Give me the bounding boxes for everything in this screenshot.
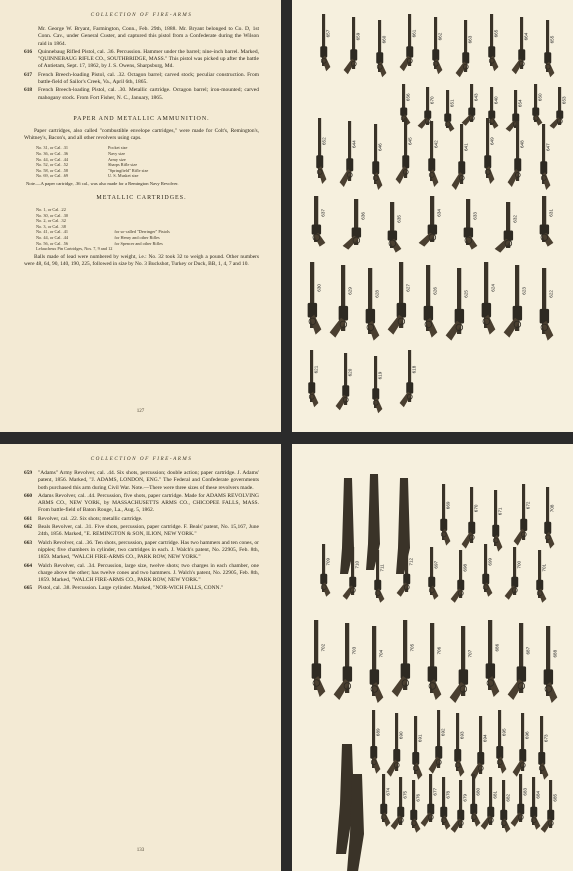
plate-number-label: 640 — [493, 96, 499, 105]
pistol-illustration — [464, 199, 478, 250]
caliber-cell: No. 41, or Cal. .41 — [36, 229, 68, 235]
plate-number-label: 643 — [473, 93, 479, 102]
plate-number-label: 674 — [385, 787, 391, 796]
plate-number-label: 649 — [489, 137, 495, 145]
plate-number-label: 619 — [377, 371, 383, 380]
pistol-illustration — [482, 262, 496, 335]
plate-number-label: 628 — [374, 290, 380, 298]
catalog-entry — [24, 72, 259, 87]
pistol-illustration — [486, 620, 500, 697]
plate-number-label: 691 — [417, 734, 423, 743]
plate-number-label: 657 — [325, 29, 331, 38]
use-cell: for so-called "Derringer" Pistols — [114, 229, 170, 235]
caliber-cell: No. 3, or Cal. .38 — [36, 223, 66, 229]
entry-number: 616 — [24, 48, 33, 55]
plate-number-label: 694 — [482, 734, 488, 743]
plate-number-label: 634 — [436, 209, 442, 217]
plate-number-label: 712 — [408, 557, 414, 566]
entry-number: 663 — [24, 539, 33, 546]
plate-number-label: 699 — [487, 557, 493, 566]
plate-number-label: 686 — [494, 643, 500, 652]
metallic-cartridge-table — [24, 207, 259, 252]
plate-number-label: 625 — [463, 290, 469, 298]
caliber-cell: No. 69, or Cal. .69 — [36, 173, 68, 179]
entry-number: 661 — [24, 515, 33, 522]
plate-number-label: 688 — [552, 649, 558, 658]
plate-number-label: 669 — [445, 501, 451, 510]
entry-number: 665 — [24, 585, 33, 592]
pistol-illustration — [432, 17, 442, 74]
plate-number-label: 637 — [320, 209, 326, 217]
pistol-illustration — [412, 716, 422, 780]
plate-number-label: 622 — [548, 290, 554, 298]
entry-number: 659 — [24, 470, 33, 476]
pistol-illustration — [370, 626, 384, 703]
plate-number-label: 671 — [497, 507, 503, 516]
plate-number-label: 652 — [321, 137, 327, 145]
catalog-page-133 — [0, 444, 281, 871]
use-cell: Pocket size — [108, 145, 128, 151]
plate-number-label: 687 — [525, 646, 531, 655]
entry-intro: Mr. George W. Bryant, Farmington, Conn., Feb. 29th, 1888. Mr. Bryant belonged to Co. D, 1st Conn. Cav., under General Custer, and captured this pistol from a Confederate during the Wilson raid in 1864. — [38, 26, 259, 47]
plate-number-label: 675 — [402, 790, 408, 799]
plate-number-label: 635 — [396, 215, 402, 223]
pistol-illustration — [344, 17, 358, 74]
pistol-illustration — [451, 780, 465, 833]
pistol-illustration — [396, 118, 410, 184]
entry-number: 617 — [24, 71, 33, 78]
running-head: COLLECTION OF FIRE-ARMS — [90, 12, 193, 18]
section-title-metallic-cartridges: METALLIC CARTRIDGES. — [96, 194, 187, 201]
plate-number-label: 670 — [429, 96, 435, 105]
plate-number-label: 706 — [436, 646, 442, 655]
plate-number-label: 697 — [433, 560, 439, 569]
pistol-illustration — [330, 265, 348, 338]
pistol-illustration — [500, 780, 510, 833]
plate-number-label: 645 — [407, 137, 413, 145]
firearms-plate-top — [292, 0, 573, 432]
caliber-cell: No. 2, or Cal. .32 — [36, 218, 66, 224]
plate-number-label: 648 — [519, 140, 525, 148]
pistol-illustration — [380, 774, 390, 827]
caliber-cell: No. 30, or Cal. .30 — [36, 212, 68, 218]
entry-number: 662 — [24, 524, 33, 531]
catalog-entry — [24, 585, 259, 592]
table-row — [24, 173, 259, 179]
plate-number-label: 653 — [561, 96, 567, 105]
plate-number-label: 624 — [490, 284, 496, 292]
caliber-cell: No. 36, or Cal. .36 — [36, 150, 68, 156]
catalog-page-127 — [0, 0, 281, 432]
plate-number-label: 705 — [409, 643, 415, 652]
caliber-cell: Lefaucheux Pin Cartridges, Nos. 7, 9 and 12 — [36, 246, 113, 252]
pistol-illustration — [541, 780, 555, 833]
use-cell — [112, 246, 259, 252]
plate-number-label: 623 — [521, 287, 527, 295]
pistol-illustration — [470, 774, 480, 827]
pistol-illustration — [376, 20, 386, 77]
plate-number-label: 651 — [449, 99, 455, 108]
caliber-cell: No. 1, or Cal. .22 — [36, 206, 66, 212]
plate-number-label: 642 — [433, 140, 439, 148]
pistol-illustration — [424, 265, 438, 338]
plate-number-label: 682 — [505, 793, 511, 802]
plate-number-label: 708 — [549, 504, 555, 513]
pistol-illustration — [504, 265, 522, 338]
pistol-illustration — [540, 124, 550, 190]
plate-number-label: 673 — [543, 734, 549, 743]
plate-number-label: 620 — [347, 368, 353, 377]
pistol-illustration — [532, 84, 542, 126]
catalog-entry — [24, 516, 259, 523]
pistol-illustration — [429, 710, 443, 774]
plate-number-label: 696 — [524, 731, 530, 740]
pistol-illustration — [508, 623, 526, 700]
plate-number-label: 655 — [549, 35, 555, 44]
pistol-illustration — [462, 84, 476, 126]
plate-number-label: 698 — [462, 563, 468, 572]
plate-number-label: 641 — [463, 143, 469, 151]
pistol-illustration — [512, 17, 526, 74]
plate-number-label: 663 — [467, 35, 473, 44]
pistol-illustration — [343, 199, 361, 250]
catalog-entry — [24, 49, 259, 71]
pistol-illustration — [316, 118, 326, 184]
pistol-illustration — [505, 547, 519, 600]
pistol-illustration — [446, 268, 464, 341]
pistol-illustration — [540, 268, 554, 341]
pistol-illustration — [450, 626, 468, 703]
plate-number-label: 695 — [501, 728, 507, 737]
pistol-illustration — [391, 777, 405, 830]
catalog-entry — [24, 540, 259, 562]
pistol-illustration — [511, 774, 525, 827]
running-head: COLLECTION OF FIRE-ARMS — [90, 456, 193, 462]
pistol-illustration — [419, 196, 437, 247]
plate-number-label: 626 — [432, 287, 438, 295]
pistol-illustration — [462, 487, 476, 549]
pistol-illustration — [530, 777, 540, 830]
plate-number-label: 632 — [512, 215, 518, 223]
catalog-entry — [24, 470, 259, 492]
entry-number: 618 — [24, 87, 33, 94]
paper-note: Note.—A paper cartridge, .36 cal., was also made for a Remington Navy Revolver. — [26, 180, 179, 186]
entry-text: Revolver, cal. .22. Six shots; metallic cartridge. — [38, 515, 143, 522]
pistol-illustration — [471, 716, 485, 780]
use-cell: "Springfield" Rifle size — [108, 167, 149, 173]
catalog-entry — [24, 493, 259, 515]
plate-number-label: 707 — [467, 649, 473, 658]
plate-number-label: 646 — [377, 143, 383, 151]
plate-number-label: 685 — [552, 793, 558, 802]
use-cell: Navy size — [108, 150, 126, 156]
plate-number-label: 647 — [545, 143, 551, 151]
pistol-illustration — [440, 777, 450, 830]
caliber-cell: No. 58, or Cal. .58 — [36, 167, 68, 173]
entry-text: French Breech-loading Pistol, cal. .32. Octagon barrel; carved stock; peculiar construction. From battle-field of Sailor's Creek, Va., April 6th, 1865. — [38, 71, 259, 86]
pistol-illustration — [451, 550, 465, 603]
plate-number-label: 664 — [523, 32, 529, 41]
pistol-illustration — [544, 487, 554, 549]
entry-number: 664 — [24, 562, 33, 569]
pistol-illustration — [550, 87, 564, 129]
plate-number-label: 709 — [325, 557, 331, 566]
use-cell: U. S. Musket size — [108, 173, 139, 179]
pistol-illustration — [482, 544, 492, 597]
pistol-illustration — [372, 124, 382, 190]
plate-number-label: 681 — [492, 790, 498, 799]
plate-number-label: 661 — [411, 29, 417, 38]
pistol-illustration — [481, 777, 495, 830]
pistol-illustration — [340, 121, 354, 187]
section-paragraph: Paper cartridges, also called "combustible envelope cartridges," were made for Colt's, Remington's, Whitney's, Bacon's, and all other revolvers using caps. — [24, 127, 259, 142]
plate-number-label: 672 — [525, 501, 531, 510]
pistol-illustration — [536, 550, 546, 603]
pistol-illustration — [410, 780, 420, 833]
pistol-illustration — [366, 268, 380, 341]
pistol-illustration — [454, 713, 464, 777]
plate-number-label: 618 — [411, 365, 417, 374]
plate-number-label: 654 — [517, 99, 523, 108]
table-row — [24, 246, 259, 252]
use-cell: for Spencer and other Rifles — [114, 240, 163, 246]
plate-number-label: 703 — [351, 646, 357, 655]
plate-number-label: 711 — [379, 564, 385, 572]
entry-text: Pistol, cal. .38. Percussion. Large cylinder. Marked, "NOR-WICH FALLS, CONN." — [38, 585, 224, 592]
plate-number-label: 656 — [405, 93, 411, 102]
pistol-illustration — [484, 118, 494, 184]
plate-number-label: 679 — [462, 793, 468, 802]
pistol-illustration — [444, 90, 454, 132]
pistol-illustration — [418, 87, 432, 129]
plate-number-label: 702 — [320, 643, 326, 652]
section-title-paper-ammunition: PAPER AND METALLIC AMMUNITION. — [73, 115, 210, 122]
plate-number-label: 631 — [548, 209, 554, 217]
plate-number-label: 684 — [535, 790, 541, 799]
plate-number-label: 677 — [432, 787, 438, 796]
entry-number: 660 — [24, 492, 33, 499]
pistol-illustration — [421, 774, 435, 827]
pistol-illustration — [440, 484, 450, 546]
pistol-illustration — [513, 713, 527, 777]
page-number: 133 — [136, 848, 145, 853]
use-cell: Sharps Rifle size — [108, 162, 138, 168]
pistol-illustration — [538, 716, 548, 780]
plate-number-label: 627 — [405, 284, 411, 292]
plate-number-label: 660 — [381, 35, 387, 44]
entry-list — [24, 470, 259, 593]
catalog-entry — [24, 87, 259, 102]
plate-number-label: 710 — [354, 560, 360, 569]
plate-number-label: 700 — [516, 560, 522, 569]
plate-number-label: 690 — [398, 731, 404, 740]
pistol-illustration — [428, 121, 438, 187]
pistol-illustration — [312, 620, 326, 697]
pistol-illustration — [312, 196, 326, 247]
plate-number-label: 644 — [351, 140, 357, 148]
pistol-illustration — [495, 202, 513, 253]
caliber-cell: No. 31, or Cal. .31 — [36, 145, 68, 151]
plate-number-label: 693 — [459, 731, 465, 740]
pistol-illustrations — [292, 0, 573, 432]
plate-number-label: 678 — [445, 790, 451, 799]
pistol-illustration — [392, 620, 410, 697]
plate-number-label: 665 — [493, 29, 499, 38]
entry-text: Adams Revolver, cal. .44. Percussion, five shots, paper cartridge. Made for ADAMS REVOLVING ARMS CO., NEW YORK, by MASSACHUSETTS ARMS CO., CHICOPEE FALLS, MASS. From battle-field of Baton Rouge, La., Aug. 5, 1862. — [38, 492, 259, 514]
pistol-illustration — [540, 196, 554, 247]
plate-number-label: 633 — [472, 212, 478, 220]
plate-number-label: 636 — [360, 212, 366, 220]
entry-text: "Adams" Army Revolver, cal. .44. Six shots, percussion; double action; paper cartridge. J. Adams' patent, 1856. Marked, "J. ADAMS, LONDON, ENG." The Federal and Confederate governments both purchased this arm during Civil War. Note.—There were three sizes of these revolvers made. — [38, 470, 259, 491]
plate-number-label: 659 — [355, 32, 361, 41]
plate-number-label: 701 — [541, 563, 547, 572]
use-cell: for Henry and other Rifles — [114, 234, 160, 240]
firearms-plate-bottom — [292, 444, 573, 871]
pistol-illustration — [387, 713, 401, 777]
pistol-illustration — [308, 350, 318, 407]
plate-number-label: 662 — [437, 32, 443, 41]
entry-text: Beals Revolver, cal. .31. Five shots, percussion, paper cartridge. F. Beals' patent, No. 15,167, June 24th, 1856. Marked, "E. REMINGTON & SON, ILION, NEW YORK." — [38, 524, 259, 538]
pistol-illustration — [400, 14, 414, 71]
pistol-illustration — [428, 623, 442, 700]
entry-text: French Breech-loading Pistol, cal. .30. Metallic cartridge. Octagon barrel; iron-mounted; carved mahogany stock. From Fort Fisher, N. C., January, 1865. — [38, 87, 259, 101]
pistol-illustration — [388, 202, 402, 253]
plate-number-label: 676 — [415, 793, 421, 802]
entry-text: Walch Revolver, cal. .36. Ten shots, percussion, paper cartridge. Has two hammers and ten cones, or nipples; five chambers in cylinder, two cartridges in each. J. Walch's patent, No. 22905, Feb. 8th, 1859. Marked, "WALCH FIRE-ARMS CO., PARK ROW, NEW YORK." — [38, 539, 259, 561]
plate-number-label: 680 — [475, 787, 481, 796]
pistol-illustration — [372, 356, 382, 413]
caliber-cell: No. 56, or Cal. .56 — [36, 240, 68, 246]
pistol-illustration — [488, 87, 498, 129]
caliber-cell: No. 44, or Cal. .44 — [36, 234, 68, 240]
entry-text: Walch Revolver, cal. .34. Percussion, large size, twelve shots; two charges in each chamber, one charge above the other; has twelve cones and two hammers. J. Walch's patent, No. 22905, Feb. 8th, 1859. Marked, "WALCH FIRE-ARMS CO., PARK ROW, NEW YORK." — [38, 562, 259, 584]
pistol-illustration — [492, 490, 502, 552]
pistol-illustration — [456, 20, 470, 77]
pistol-illustration — [514, 484, 528, 546]
pistol-illustration — [496, 710, 506, 774]
pistol-illustration — [388, 262, 406, 335]
plate-number-label: 704 — [378, 649, 384, 658]
entry-list — [24, 49, 259, 102]
plate-number-label: 692 — [440, 728, 446, 737]
pistol-illustration — [544, 20, 554, 77]
pistol-illustration — [544, 626, 558, 703]
ball-weight-paragraph: Balls made of lead were numbered by weight, i.e.: No. 32 took 32 to weigh a pound. Other numbers were 48, 64, 90, 140, 190, 225, followed in size by No. 3 Buckshot, Turkey or Duck, BB, 1, 4, 7 and 10. — [24, 253, 259, 267]
entry-text: Quinnebaug Rifled Pistol, cal. .36. Percussion. Hammer under the barrel; nine-inch barrel. Marked, "QUINNEBAUG RIFLE CO., SOUTHBRIDGE, MASS." This pistol was picked up after the battle of Antietam, Sept. 17, 1862, by J. S. Owens, Sharpsburg, Md. — [38, 48, 259, 70]
caliber-cell: No. 52, or Cal. .52 — [36, 162, 68, 168]
plate-number-label: 629 — [347, 287, 353, 295]
pistol-illustration — [428, 547, 438, 600]
page-number: 127 — [136, 409, 145, 414]
pistol-illustration — [308, 262, 322, 335]
pistol-illustration — [452, 124, 466, 190]
plate-number-label: 650 — [537, 93, 543, 102]
pistol-illustration — [400, 350, 414, 407]
pistol-illustration — [336, 353, 350, 410]
catalog-entry — [24, 524, 259, 539]
plate-number-label: 683 — [522, 787, 528, 796]
pistol-illustration — [488, 14, 498, 71]
caliber-cell: No. 44, or Cal. .44 — [36, 156, 68, 162]
plate-number-label: 689 — [375, 728, 381, 737]
pistol-illustration — [320, 14, 330, 71]
use-cell: Army size — [108, 156, 126, 162]
plate-number-label: 670 — [473, 504, 479, 513]
plate-number-label: 621 — [313, 365, 319, 374]
pistol-illustration — [370, 710, 380, 774]
plate-number-label: 630 — [316, 284, 322, 292]
paper-cartridge-table — [24, 145, 259, 179]
pistol-illustration — [334, 623, 352, 700]
pistol-illustration — [320, 544, 330, 597]
catalog-entry — [24, 563, 259, 585]
revolver-illustrations — [292, 444, 573, 871]
